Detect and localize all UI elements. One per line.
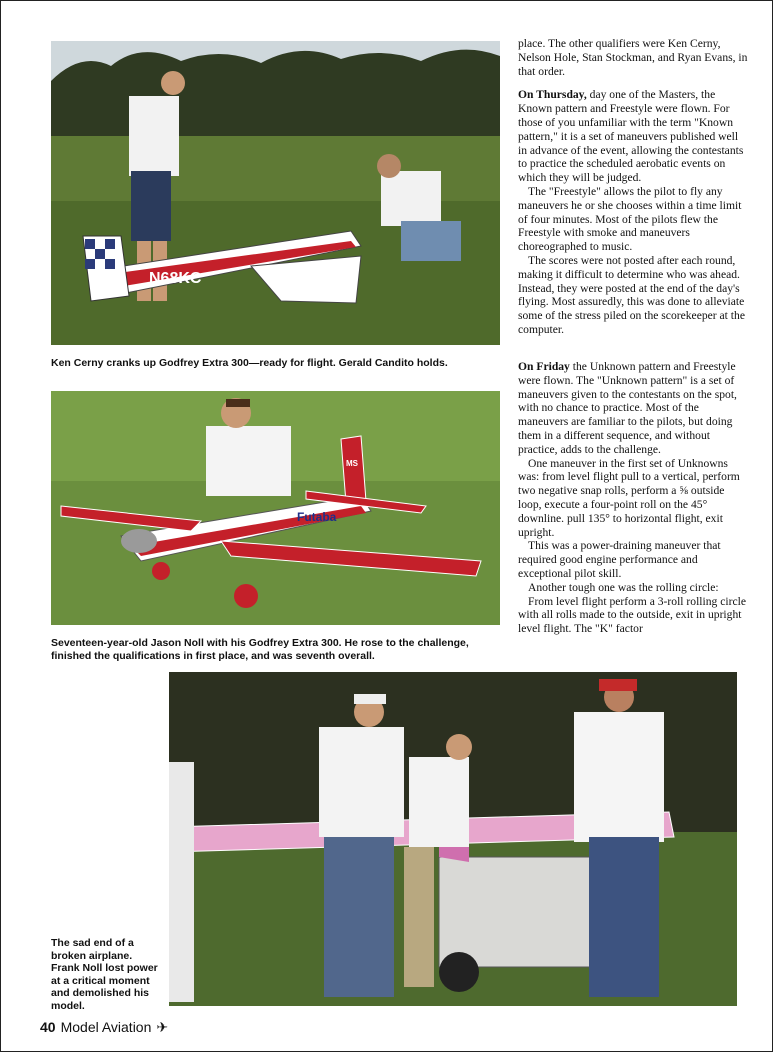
thursday-lead: On Thursday, — [518, 88, 587, 102]
magazine-name: Model Aviation — [60, 1019, 152, 1035]
friday-lead: On Friday — [518, 360, 570, 373]
friday-text: the Unknown pattern and Freestyle were flown. The "Unknown pattern" is a set of maneuvers given to the contestants on the spot, with no chance to practice. Most of the maneuvers are familiar to the pilots, but doing them in a different sequence, and without practice, adds to the challenge. — [518, 360, 737, 456]
article-p1: place. The other qualifiers were Ken Cerny, Nelson Hole, Stan Stockman, and Ryan Evans, in that order. — [518, 37, 748, 78]
thursday-text: day one of the Masters, the Known pattern and Freestyle were flown. For those of you unfamiliar with the term "Known pattern," it is a set of maneuvers published well in advance of the event, allowing the contestants to practice the scheduled aerobatic events on which they will be judged. — [518, 88, 744, 185]
airplane-icon: ✈ — [156, 1019, 169, 1035]
article-p9: From level flight perform a 3-roll rolling circle with all rolls made to the outside, exit in upright level flight. The "K" factor — [518, 594, 746, 636]
caption-photo3: The sad end of a broken airplane. Frank Noll lost power at a critical moment and demolished his model. — [51, 937, 158, 1012]
article-p6: One maneuver in the first set of Unknowns was: from level flight pull to a vertical, perform two negative snap rolls, perform a ⅝ outside loop, execute a four-point roll on the 45° downline. pull 135° to horizontal flight, exit upright. — [518, 456, 740, 539]
article-p2 — [518, 88, 750, 185]
article-p5 — [518, 360, 750, 457]
page-footer — [40, 1019, 168, 1036]
wing-label: Futaba — [297, 510, 337, 524]
article-column-lower — [518, 360, 750, 636]
article-p8: Another tough one was the rolling circle: — [528, 580, 719, 594]
page-number: 40 — [40, 1019, 56, 1035]
tail-code: MS — [346, 459, 358, 468]
photo-jason-noll — [51, 391, 500, 625]
caption-photo1: Ken Cerny cranks up Godfrey Extra 300—ready for flight. Gerald Candito holds. — [51, 357, 448, 369]
article-column — [518, 37, 750, 337]
article-p3: The "Freestyle" allows the pilot to fly any maneuvers he or she chooses within a time limit of four minutes. Most of the pilots flew the Freestyle with smoke and maneuvers choreographed to music. — [518, 184, 742, 254]
photo-broken-airplane — [169, 672, 737, 1006]
article-p7: This was a power-draining maneuver that required good engine performance and exceptional pilot skill. — [518, 539, 721, 580]
tail-number-label: N68KC — [149, 270, 202, 287]
article-p4: The scores were not posted after each round, making it difficult to determine who was ahead. Instead, they were posted at the end of the day's flying. Most assuredly, this was done to alleviate some of the stress piled on the scorekeeper at the computer. — [518, 253, 745, 336]
caption-photo2: Seventeen-year-old Jason Noll with his Godfrey Extra 300. He rose to the challenge, finished the qualifications in first place, and was seventh overall. — [51, 637, 469, 662]
photo-ken-cerny — [51, 41, 500, 345]
